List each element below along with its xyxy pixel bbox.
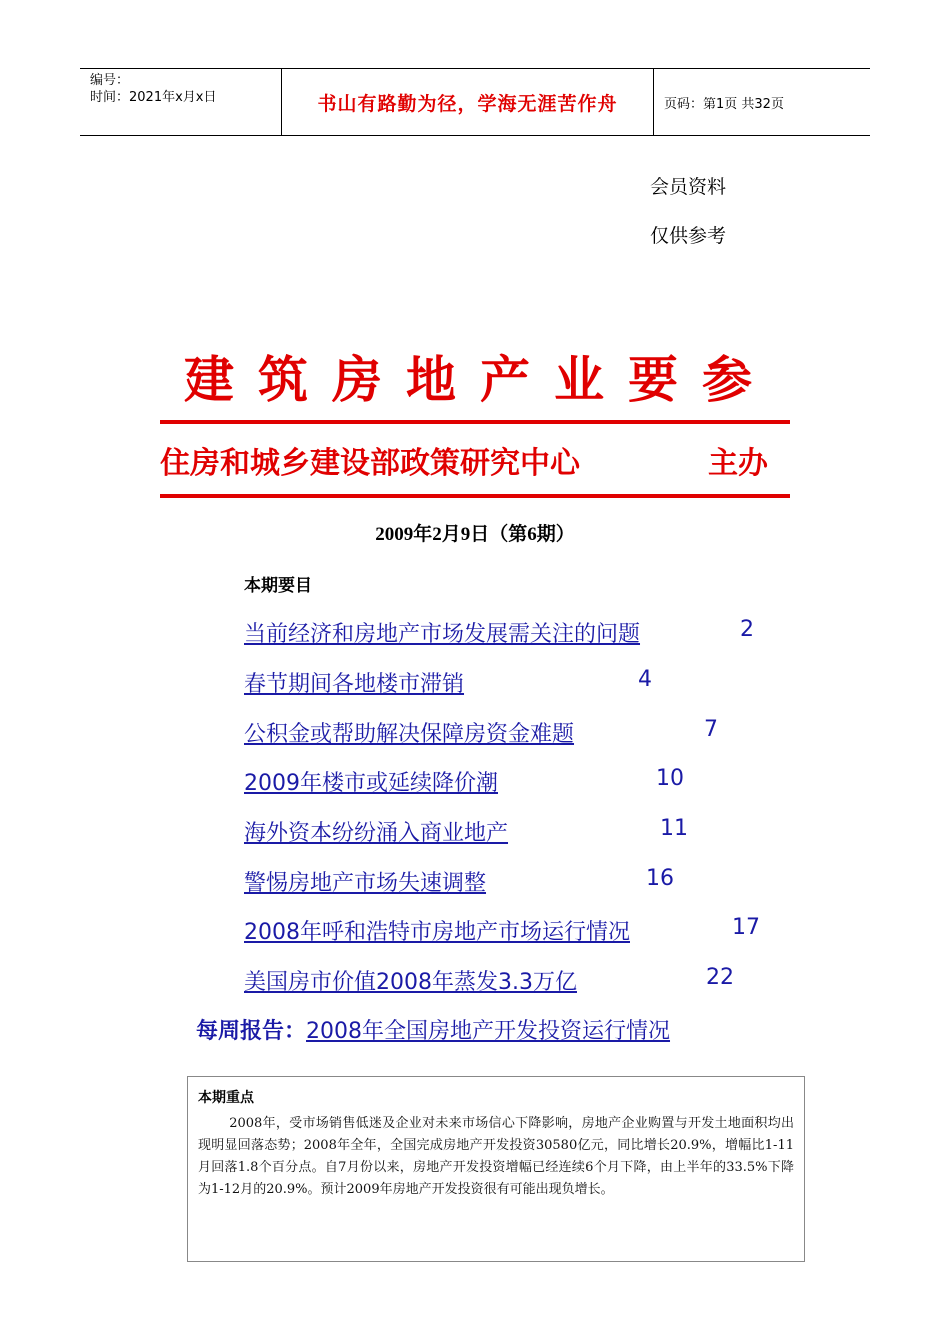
number-label: 编号： <box>90 73 130 88</box>
weekly-report-link[interactable]: 2008年全国房地产开发投资运行情况 <box>306 1019 671 1044</box>
motto: 书山有路勤为径，学海无涯苦作舟 <box>282 69 654 135</box>
organizer-name: 住房和城乡建设部政策研究中心 <box>160 446 580 481</box>
toc-link[interactable]: 海外资本纷纷涌入商业地产 <box>244 821 509 846</box>
toc-item[interactable] <box>244 717 718 749</box>
page-info: 页码：第1页 共32页 <box>664 96 784 112</box>
toc-item[interactable] <box>244 667 652 699</box>
toc-item[interactable] <box>244 866 674 898</box>
header-meta-cell <box>80 69 282 135</box>
toc-link[interactable]: 美国房市价值2008年蒸发3.3万亿 <box>244 970 577 995</box>
member-notice-2: 仅供参考 <box>650 225 727 247</box>
toc-link[interactable]: 2008年呼和浩特市房地产市场运行情况 <box>244 920 630 945</box>
toc-item[interactable] <box>244 965 734 997</box>
toc-link[interactable]: 公积金或帮助解决保障房资金难题 <box>244 722 575 747</box>
masthead-divider-bottom <box>160 494 790 498</box>
toc-page-number: 7 <box>704 717 718 742</box>
toc-link[interactable]: 警惕房地产市场失速调整 <box>244 871 487 896</box>
toc-page-number: 2 <box>740 617 754 642</box>
masthead-title: 建筑房地产业要参 <box>184 350 776 409</box>
toc-link[interactable]: 当前经济和房地产市场发展需关注的问题 <box>244 622 641 647</box>
header-table <box>80 68 870 136</box>
toc-link[interactable]: 2009年楼市或延续降价潮 <box>244 771 498 796</box>
toc-page-number: 4 <box>638 667 652 692</box>
toc-link[interactable]: 春节期间各地楼市滞销 <box>244 672 465 697</box>
focus-heading: 本期重点 <box>198 1090 254 1106</box>
time-label: 时间：2021年x月x日 <box>90 90 217 105</box>
toc-item[interactable] <box>244 915 760 947</box>
weekly-report-label: 每周报告： <box>196 1019 307 1044</box>
member-notice-1: 会员资料 <box>650 176 727 198</box>
toc-heading: 本期要目 <box>244 576 312 596</box>
toc-item[interactable] <box>244 766 684 798</box>
focus-body: 2008年，受市场销售低迷及企业对未来市场信心下降影响，房地产企业购置与开发土地面积均出现明显回落态势；2008年全年，全国完成房地产开发投资30580亿元，同比增长20.9%，增幅比1-11月回落1.8个百分点。自7月份以来，房地产开发投资增幅已经连续6个月下降，由上半年的33.5%下降为1-12月的20.9%。预计2009年房地产开发投资很有可能出现负增长。 <box>198 1116 794 1197</box>
toc-page-number: 22 <box>706 965 734 990</box>
toc-page-number: 16 <box>646 866 674 891</box>
toc-item[interactable] <box>244 816 688 848</box>
issue-date: 2009年2月9日（第6期） <box>375 524 575 545</box>
masthead-divider-top <box>160 420 790 424</box>
toc-page-number: 10 <box>656 766 684 791</box>
toc-page-number: 11 <box>660 816 688 841</box>
focus-box <box>187 1076 805 1262</box>
weekly-report[interactable] <box>196 1014 670 1045</box>
toc-item[interactable] <box>244 617 754 649</box>
organizer-role: 主办 <box>708 446 768 481</box>
toc-page-number: 17 <box>732 915 760 940</box>
